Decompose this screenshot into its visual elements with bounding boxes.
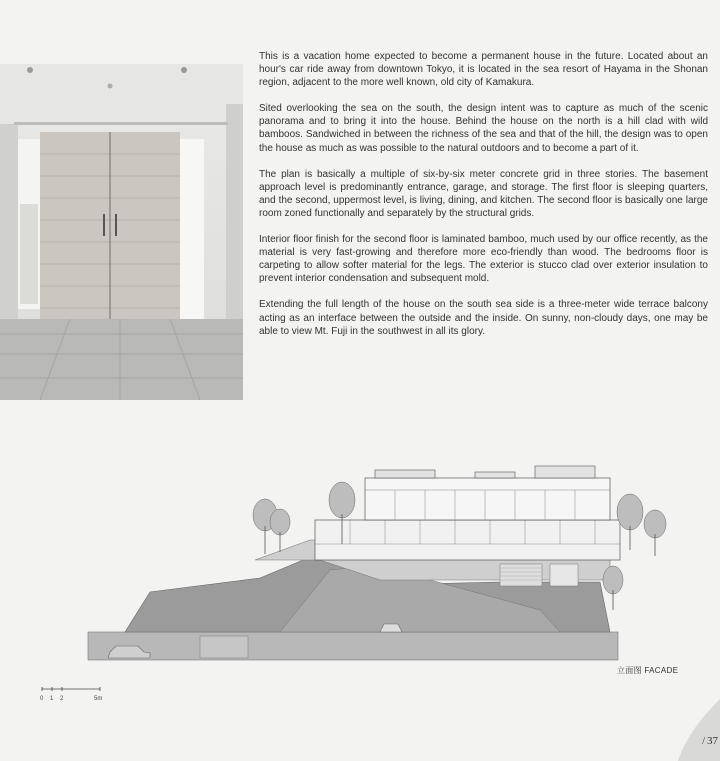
- scale-label: 5m: [94, 696, 103, 702]
- paragraph: Extending the full length of the house on the south sea side is a three-meter wide terrace balcony acting as an interface between the outside and the inside. On sunny, non-cloudy days, one may be able to view Mt. Fuji in the southwest in all its glory.: [259, 299, 708, 337]
- paragraph: Sited overlooking the sea on the south, the design intent was to capture as much of the scenic panorama and to bring it into the house. Behind the house on the north is a hill clad with wild bamboos. Sandwiched in between the richness of the sea and that of the hill, the design was to open the house as much as was possible to the natural outdoors and to become a part of it.: [259, 103, 708, 154]
- paragraph: The plan is basically a multiple of six-by-six meter concrete grid in three stories. The basement approach level is predominantly entrance, garage, and storage. The first floor is sleeping quarters, and the second, uppermost level, is living, dining, and kitchen. The second floor is basically one large room zoned functionally and separately by the structural grids.: [259, 168, 708, 219]
- paragraph: This is a vacation home expected to become a permanent house in the future. Located about an hour's car ride away from downtown Tokyo, it is located in the sea resort of Hayama in the Shonan region, adjacent to the more well known, old city of Kamakura.: [259, 51, 708, 89]
- scale-label: 0: [40, 696, 44, 702]
- page-number-value: 37: [707, 735, 718, 747]
- scale-bar: [40, 685, 120, 705]
- entrance-photo-illustration: [0, 64, 243, 400]
- scale-label: 1: [50, 696, 54, 702]
- page-corner-decoration: [660, 699, 720, 761]
- page-number: [702, 735, 718, 747]
- scale-label: 2: [60, 696, 64, 702]
- figure-caption: 立面图 FACADE: [617, 666, 679, 675]
- facade-elevation-drawing: [80, 460, 680, 670]
- body-text: [259, 50, 708, 351]
- paragraph: Interior floor finish for the second floor is laminated bamboo, much used by our office recently, as the material is very fast-growing and therefore more eco-friendly than wood. The bedrooms floor is carpeting to allow softer material for the legs. The exterior is stucco clad over exterior insulation to prevent interior condensation and subsequent mold.: [259, 234, 708, 285]
- page-number-slash: /: [702, 736, 705, 747]
- entrance-photo: [0, 64, 243, 400]
